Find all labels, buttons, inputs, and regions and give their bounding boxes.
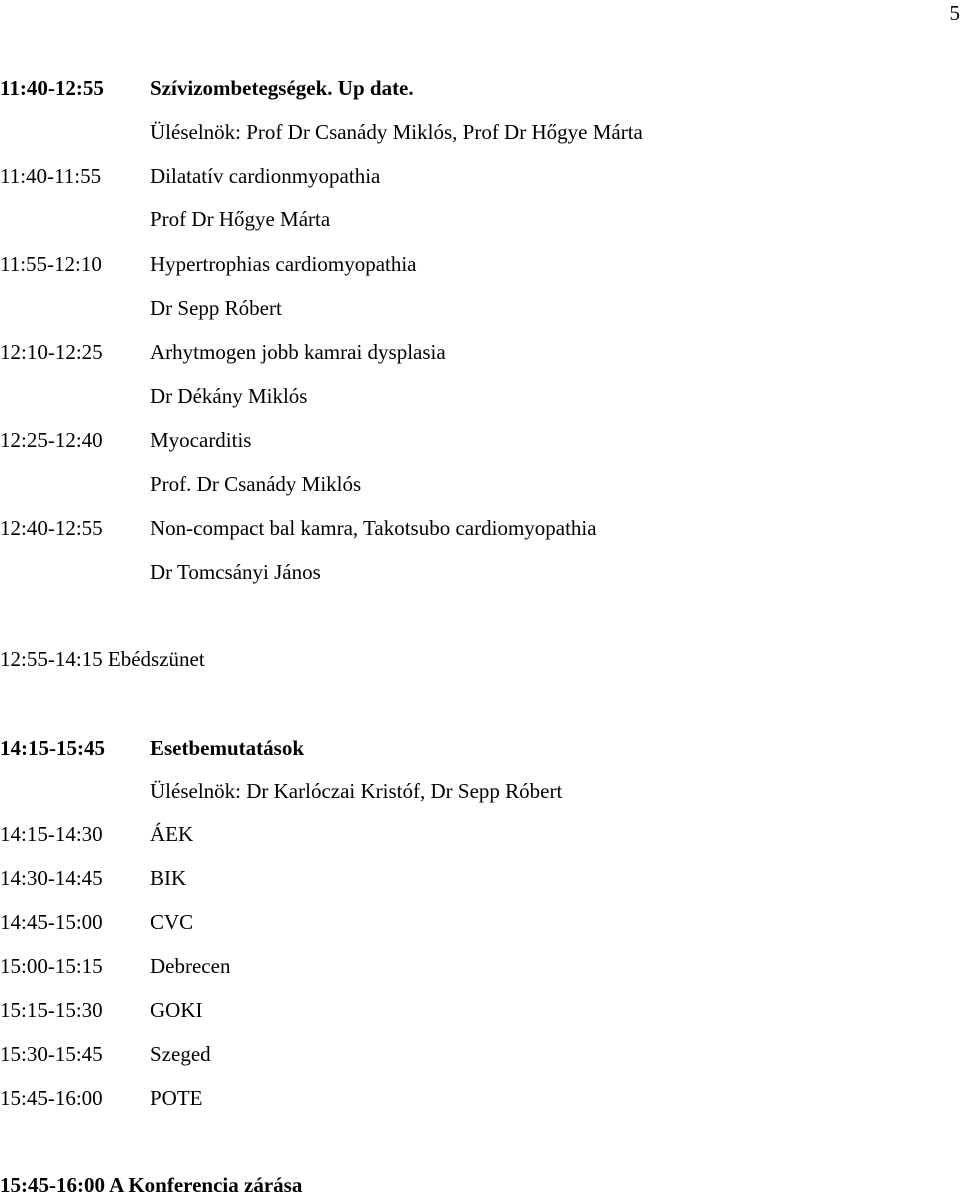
case-title: CVC [150,908,193,936]
session-time: 11:40-12:55 [0,74,104,102]
case-title: ÁEK [150,820,193,848]
talk-title: Dilatatív cardionmyopathia [150,162,380,190]
case-time: 15:00-15:15 [0,952,103,980]
talk-time: 12:25-12:40 [0,426,103,454]
lunch-text: 12:55-14:15 Ebédszünet [0,645,205,673]
talk-title: Myocarditis [150,426,251,454]
talk-speaker: Prof Dr Hőgye Márta [150,205,330,233]
case-title: GOKI [150,996,203,1024]
case-time: 14:30-14:45 [0,864,103,892]
case-time: 15:30-15:45 [0,1040,103,1068]
case-time: 15:45-16:00 [0,1084,103,1112]
talk-speaker: Prof. Dr Csanády Miklós [150,470,361,498]
talk-time: 11:55-12:10 [0,250,102,278]
case-title: BIK [150,864,186,892]
session-title: Esetbemutatások [150,734,304,762]
talk-speaker: Dr Tomcsányi János [150,558,321,586]
talk-time: 11:40-11:55 [0,162,101,190]
case-title: POTE [150,1084,203,1112]
talk-title: Hypertrophias cardiomyopathia [150,250,417,278]
talk-speaker: Dr Dékány Miklós [150,382,307,410]
page-number: 5 [950,1,960,25]
talk-speaker: Dr Sepp Róbert [150,294,282,322]
case-title: Debrecen [150,952,230,980]
chairs-text: Üléselnök: Dr Karlóczai Kristóf, Dr Sepp Róbert [150,777,562,805]
talk-time: 12:10-12:25 [0,338,103,366]
case-time: 14:15-14:30 [0,820,103,848]
session-title: Szívizombetegségek. Up date. [150,74,414,102]
talk-title: Arhytmogen jobb kamrai dysplasia [150,338,446,366]
closing-text: 15:45-16:00 A Konferencia zárása [0,1171,302,1199]
case-time: 14:45-15:00 [0,908,103,936]
session-time: 14:15-15:45 [0,734,105,762]
case-time: 15:15-15:30 [0,996,103,1024]
case-title: Szeged [150,1040,211,1068]
talk-time: 12:40-12:55 [0,514,103,542]
chairs-text: Üléselnök: Prof Dr Csanády Miklós, Prof Dr Hőgye Márta [150,118,643,146]
talk-title: Non-compact bal kamra, Takotsubo cardiomyopathia [150,514,597,542]
